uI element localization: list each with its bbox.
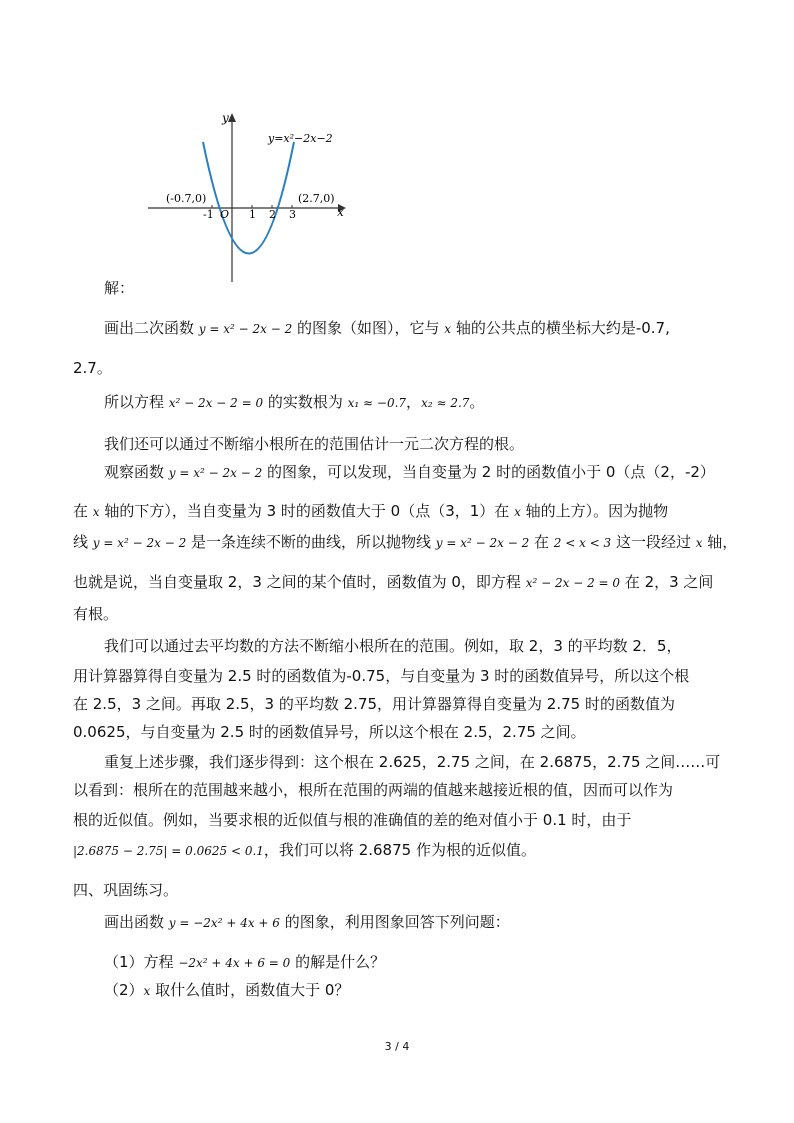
paragraph-line: 在 2.5，3 之间。再取 2.5，3 的平均数 2.75，用计算器算得自变量为 2.75 时的函数值为	[73, 695, 675, 713]
paragraph-line: 0.0625，与自变量为 2.5 时的函数值异号，所以这个根在 2.5，2.75 之间。	[73, 723, 586, 741]
paragraph-line: 所以方程 x² − 2x − 2 = 0 的实数根为 x₁ ≈ −0.7，x₂ ≈ 2.7。	[104, 393, 485, 411]
paragraph-line: |2.6875 − 2.75| = 0.0625 < 0.1，我们可以将 2.6875 作为根的近似值。	[73, 841, 536, 859]
paragraph-line: 重复上述步骤，我们逐步得到：这个根在 2.625，2.75 之间，在 2.6875，2.75 之间……可	[104, 753, 721, 771]
question-item: （2）x 取什么值时，函数值大于 0？	[104, 981, 350, 999]
paragraph-line: 画出函数 y = −2x² + 4x + 6 的图象，利用图象回答下列问题：	[104, 913, 510, 931]
tick-label: -1	[203, 208, 214, 221]
y-axis-label: y	[222, 111, 229, 125]
tick-label: 2	[269, 208, 276, 221]
paragraph-line: 在 x 轴的下方），当自变量为 3 时的函数值大于 0（点（3，1）在 x 轴的上方）。因为抛物	[73, 502, 669, 520]
paragraph-line: 观察函数 y = x² − 2x − 2 的图象，可以发现，当自变量为 2 时的函数值小于 0（点（2，-2）	[104, 463, 715, 481]
solution-heading: 解：	[104, 279, 135, 297]
parabola-graph	[140, 110, 350, 285]
tick-label: 1	[249, 208, 256, 221]
x-axis-label: x	[337, 205, 344, 219]
tick-label: 3	[289, 208, 296, 221]
paragraph-line: 2.7。	[73, 359, 112, 377]
paragraph-line: 画出二次函数 y = x² − 2x − 2 的图象（如图），它与 x 轴的公共点的横坐标大约是-0.7,	[104, 319, 670, 337]
paragraph-line: 用计算器算得自变量为 2.5 时的函数值为-0.75，与自变量为 3 时的函数值异号，所以这个根	[73, 667, 690, 685]
origin-label: O	[220, 208, 230, 221]
y-axis-arrow	[228, 113, 236, 122]
page-number: 3 / 4	[384, 1040, 410, 1053]
point-right-label: (2.7,0)	[298, 192, 335, 205]
paragraph-line: 我们可以通过去平均数的方法不断缩小根所在的范围。例如，取 2，3 的平均数 2．5，	[104, 637, 682, 655]
paragraph-line: 有根。	[73, 605, 119, 623]
paragraph-line: 线 y = x² − 2x − 2 是一条连续不断的曲线，所以抛物线 y = x² − 2x − 2 在 2 < x < 3 这一段经过 x 轴，	[73, 533, 738, 551]
paragraph-line: 根的近似值。例如，当要求根的近似值与根的准确值的差的绝对值小于 0.1 时，由于	[73, 811, 632, 829]
function-label: y=x²−2x−2	[268, 132, 333, 145]
point-left-label: (-0.7,0)	[166, 192, 207, 205]
parabola-figure	[140, 110, 350, 285]
paragraph-line: 我们还可以通过不断缩小根所在的范围估计一元二次方程的根。	[104, 435, 525, 453]
paragraph-line: 也就是说，当自变量取 2，3 之间的某个值时，函数值为 0，即方程 x² − 2x − 2 = 0 在 2，3 之间	[73, 573, 714, 591]
section-heading: 四、巩固练习。	[73, 881, 179, 899]
paragraph-line: 以看到：根所在的范围越来越小，根所在范围的两端的值越来越接近根的值，因而可以作为	[73, 781, 674, 799]
question-item: （1）方程 −2x² + 4x + 6 = 0 的解是什么？	[104, 953, 386, 971]
parabola-curve	[203, 142, 294, 254]
